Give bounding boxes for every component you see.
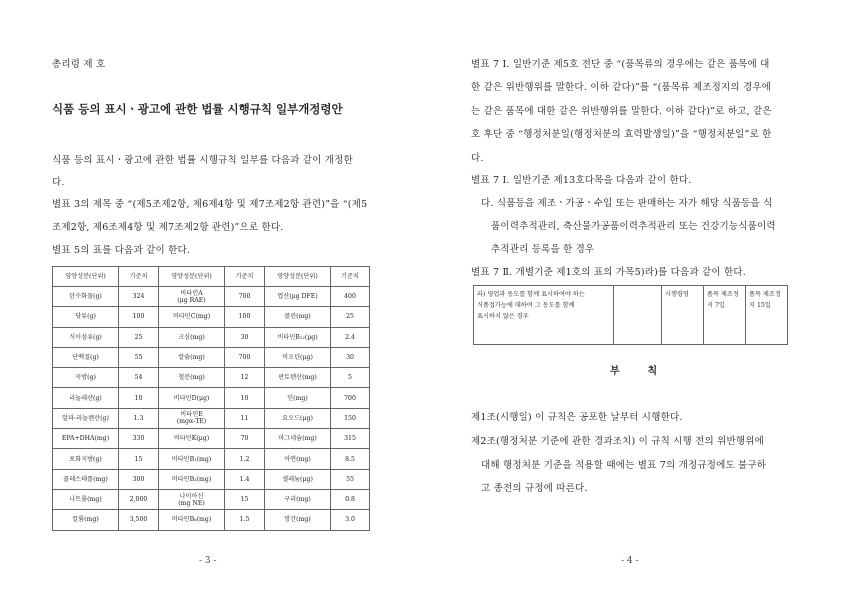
reference-value-cell: 55: [331, 469, 370, 489]
nutrient-name-cell: 구리(mg): [265, 489, 331, 509]
table-row: [53, 449, 370, 469]
reference-value-cell: 1.5: [225, 510, 265, 530]
nutrient-name-cell: 비타민K(μg): [159, 429, 225, 449]
reference-value-cell: 100: [119, 307, 159, 327]
article-2-line-3: 고 종전의 규정에 따른다.: [481, 483, 588, 494]
table-row: [53, 287, 370, 307]
reference-value-cell: 54: [119, 368, 159, 388]
reference-value-cell: 1.4: [225, 469, 265, 489]
table-row: [53, 429, 370, 449]
article-1: 제1조(시행일) 이 규칙은 공포한 날부터 시행한다.: [471, 412, 683, 423]
amend-1-line-3: 는 같은 품목에 대한 같은 위반행위를 말한다. 이하 같다)”로 하고, 같은: [471, 106, 772, 117]
ordinance-header: 총리령 제 호: [52, 59, 106, 70]
nutrient-name-cell: 리놀레산(g): [53, 388, 119, 408]
nutrient-name-cell: EPA+DHA(mg): [53, 429, 119, 449]
nutrient-name-cell: 비타민A (μg RAE): [159, 287, 225, 307]
nutrient-name-cell: 비타민E (mgα-TE): [159, 408, 225, 428]
reference-value-cell: 25: [119, 327, 159, 347]
supplementary-provisions-title: 부 칙: [610, 366, 658, 377]
reference-value-cell: 400: [331, 287, 370, 307]
reference-value-cell: 2,000: [119, 489, 159, 509]
table-row: [53, 327, 370, 347]
document-title: 식품 등의 표시ㆍ광고에 관한 법률 시행규칙 일부개정령안: [52, 102, 343, 116]
reference-value-cell: 2.4: [331, 327, 370, 347]
nutrient-name-cell: 단백질(g): [53, 347, 119, 367]
column-header: 기준치: [331, 267, 370, 287]
nutrient-name-cell: 나트륨(mg): [53, 489, 119, 509]
nutrient-name-cell: 콜린(mg): [265, 307, 331, 327]
reference-value-cell: 15: [225, 489, 265, 509]
nutrient-name-cell: 나이아신 (mg NE): [159, 489, 225, 509]
table-row: [53, 307, 370, 327]
table-row: [53, 510, 370, 530]
nutrient-name-cell: 콜레스테롤(mg): [53, 469, 119, 489]
article-2-line-2: 대해 행정처분 기준을 적용할 때에는 별표 7의 개정규정에도 불구하: [481, 460, 767, 471]
reference-value-cell: 0.8: [331, 489, 370, 509]
table-row: [53, 469, 370, 489]
nutrient-name-cell: 엽산(μg DFE): [265, 287, 331, 307]
nutrient-name-cell: 탄수화물(g): [53, 287, 119, 307]
page-number-right: - 4 -: [621, 556, 639, 566]
nutrient-name-cell: 크심(mg): [159, 327, 225, 347]
reference-value-cell: 70: [225, 429, 265, 449]
column-header: 영양성분(단위): [53, 267, 119, 287]
reference-value-cell: 315: [331, 429, 370, 449]
nutrient-name-cell: 비타민D(μg): [159, 388, 225, 408]
nutrient-name-cell: 비타민B₁(mg): [159, 449, 225, 469]
reference-value-cell: 1.2: [225, 449, 265, 469]
reference-value-cell: 100: [225, 307, 265, 327]
nutrient-name-cell: 칼슘(mg): [159, 347, 225, 367]
nutrient-name-cell: 지방(g): [53, 368, 119, 388]
reference-value-cell: 12: [225, 368, 265, 388]
amend-3-heading: 별표 7 Ⅱ. 개별기준 제1호의 표의 가목5)라)를 다음과 같이 한다.: [471, 267, 746, 278]
nutrient-name-cell: 요오드(μg): [265, 408, 331, 428]
nutrient-name-cell: 칼륨(mg): [53, 510, 119, 530]
column-header: 영양성분(단위): [159, 267, 225, 287]
nutrient-name-cell: 알파-리놀렌산(g): [53, 408, 119, 428]
column-header: 기준치: [225, 267, 265, 287]
table-row: [53, 388, 370, 408]
reference-value-cell: 15: [119, 449, 159, 469]
nutrient-name-cell: 셀레늄(μg): [265, 469, 331, 489]
amend-2-item-line-2: 품이력추적관리, 축산물가공품이력추적관리 또는 건강기능식품이력: [491, 221, 776, 232]
nutrient-name-cell: 망간(mg): [265, 510, 331, 530]
individual-criteria-row-table: [473, 285, 788, 345]
first-violation-cell: 시행령영: [662, 286, 704, 345]
amend-2-item-line-1: 다. 식품등을 제조ㆍ가공ㆍ수입 또는 판매하는 자가 해당 식품등을 식: [481, 198, 773, 209]
article-2-line-1: 제2조(행정처분 기준에 관한 경과조치) 이 규칙 시행 전의 위반행위에: [471, 436, 764, 447]
nutrient-name-cell: 마그네슘(mg): [265, 429, 331, 449]
reference-value-cell: 150: [331, 408, 370, 428]
nutrient-name-cell: 당류(g): [53, 307, 119, 327]
page-number-left: - 3 -: [199, 556, 217, 566]
table-row: [53, 368, 370, 388]
nutrient-name-cell: 비타민B₂(mg): [159, 469, 225, 489]
reference-value-cell: 3.0: [331, 510, 370, 530]
nutrient-name-cell: 비타민B₁₂(μg): [265, 327, 331, 347]
reference-value-cell: 1.3: [119, 408, 159, 428]
reference-value-cell: 300: [119, 469, 159, 489]
table-row: [53, 347, 370, 367]
reference-value-cell: 700: [331, 388, 370, 408]
reference-value-cell: 8.5: [331, 449, 370, 469]
reference-value-cell: 700: [225, 347, 265, 367]
column-header: 기준치: [119, 267, 159, 287]
amend-1-line-5: 다.: [471, 153, 484, 164]
reference-value-cell: 3,500: [119, 510, 159, 530]
table-header-row: [53, 267, 370, 287]
intro-line-2: 다.: [52, 177, 65, 188]
nutrient-reference-table: [52, 266, 370, 531]
second-violation-cell: 품목 제조정 지 7일: [704, 286, 746, 345]
reference-value-cell: 10: [225, 388, 265, 408]
nutrient-name-cell: 포화지방(g): [53, 449, 119, 469]
amend-2-heading: 별표 7 Ⅰ. 일반기준 제13호다목을 다음과 같이 한다.: [471, 175, 692, 186]
amend-1-line-1: 별표 7 Ⅰ. 일반기준 제5호 전단 중 “(품목류의 경우에는 같은 품목에 대: [471, 59, 770, 70]
legal-basis-cell: [614, 286, 662, 345]
reference-value-cell: 324: [119, 287, 159, 307]
nutrient-name-cell: 비타민C(mg): [159, 307, 225, 327]
reference-value-cell: 330: [119, 429, 159, 449]
reference-value-cell: 5: [331, 368, 370, 388]
reference-value-cell: 30: [225, 327, 265, 347]
table5-line: 별표 5의 표를 다음과 같이 한다.: [52, 245, 191, 256]
nutrient-name-cell: 비타민B₆(mg): [159, 510, 225, 530]
third-violation-cell: 품목 제조정 지 15일: [746, 286, 788, 345]
table-row: [53, 408, 370, 428]
left-page: [0, 0, 420, 595]
nutrient-name-cell: 비오틴(μg): [265, 347, 331, 367]
reference-value-cell: 700: [225, 287, 265, 307]
amend-1-line-4: 호 후단 중 “행정처분일(행정처분의 효력발생일)”을 “행정처분일”로 한: [471, 129, 772, 140]
column-header: 영양성분(단위): [265, 267, 331, 287]
reference-value-cell: 10: [119, 388, 159, 408]
reference-value-cell: 11: [225, 408, 265, 428]
reference-value-cell: 55: [119, 347, 159, 367]
nutrient-name-cell: 철분(mg): [159, 368, 225, 388]
amend-2-item-line-3: 추적관리 등록을 한 경우: [491, 244, 595, 255]
nutrient-name-cell: 판토텐산(mg): [265, 368, 331, 388]
nutrient-name-cell: 아연(mg): [265, 449, 331, 469]
nutrient-name-cell: 식이섬유(g): [53, 327, 119, 347]
table-row: [53, 489, 370, 509]
violation-description-cell: 라) 영업과 동도를 함께 표시하여야 하는 식품접가능에 대하여 그 동도를 함께 표시하지 않은 경우: [474, 286, 614, 345]
reference-value-cell: 30: [331, 347, 370, 367]
amend-1-line-2: 한 같은 위반행위를 말한다. 이하 같다)”를 “(품목류 제조정지의 경우에: [471, 82, 772, 93]
table3-line-2: 조제2항, 제6조제4항 및 제7조제2항 관련)”으로 한다.: [52, 222, 284, 233]
table3-line-1: 별표 3의 제목 중 “(제5조제2항, 제6제4항 및 제7조제2항 관련)”을 “(제5: [52, 199, 368, 210]
reference-value-cell: 25: [331, 307, 370, 327]
nutrient-name-cell: 인(mg): [265, 388, 331, 408]
intro-line-1: 식품 등의 표시ㆍ광고에 관한 법률 시행규칙 일부를 다음과 같이 개정한: [52, 155, 353, 166]
